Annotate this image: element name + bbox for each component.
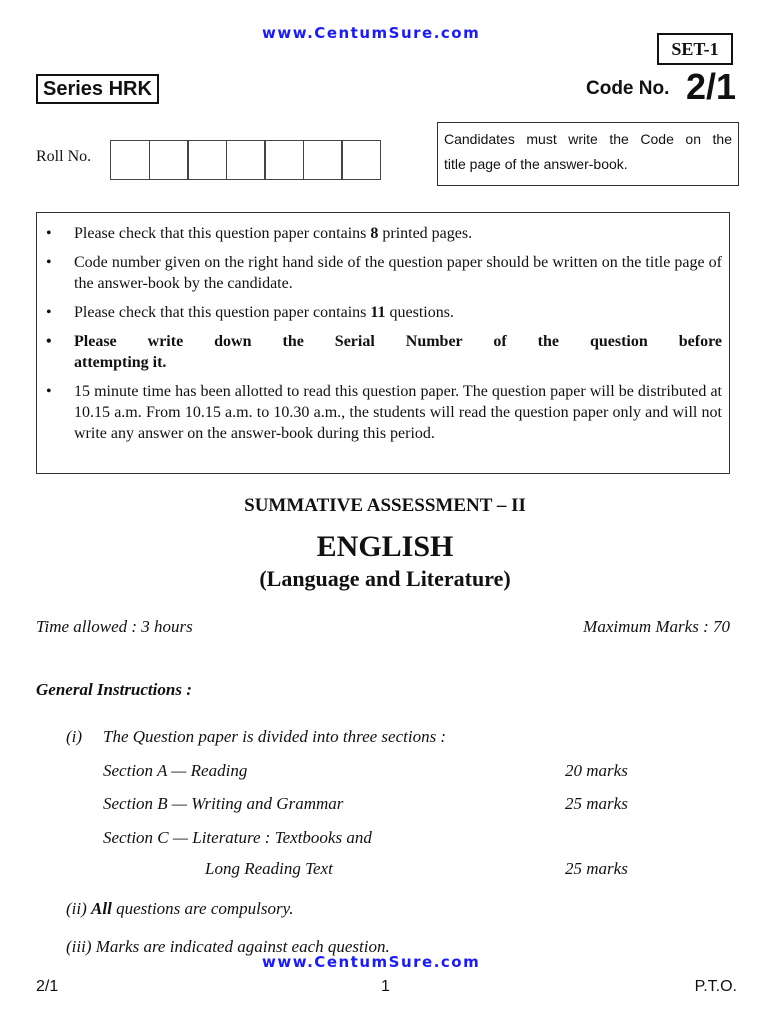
candidates-note-line2: title page of the answer-book. xyxy=(444,156,628,172)
section-c-name: Section C — Literature : Textbooks and xyxy=(103,828,372,847)
notice-item: • Please check that this question paper contains 8 printed pages. xyxy=(46,225,473,242)
series-label: Series HRK xyxy=(36,74,159,104)
section-b-name: Section B — Writing and Grammar xyxy=(103,794,344,813)
roll-box[interactable] xyxy=(303,140,343,180)
bullet-icon: • xyxy=(46,225,52,242)
roll-box[interactable] xyxy=(226,140,266,180)
subject-title: ENGLISH xyxy=(316,530,454,563)
instruction-i-text: The Question paper is divided into three sections : xyxy=(103,727,447,746)
code-value: 2/1 xyxy=(686,66,737,107)
maximum-marks: Maximum Marks : 70 xyxy=(583,617,730,636)
general-instructions-heading: General Instructions : xyxy=(36,680,192,699)
section-a-name: Section A — Reading xyxy=(103,761,248,780)
notice-item: • 15 minute time has been allotted to read this question paper. The question paper will be distributed at 10.15 a.m. From 10.15 a.m. to 10.30 a.m., the students will read the question paper only and will not write any answer on the answer-book during this period. xyxy=(46,383,722,442)
roll-box[interactable] xyxy=(264,140,304,180)
roll-box[interactable] xyxy=(341,140,381,180)
notice-item: • Please write down the Serial Number of the question before attempting it. xyxy=(46,333,722,371)
section-c-marks: 25 marks xyxy=(565,859,628,878)
subject-subtitle: (Language and Literature) xyxy=(259,566,511,591)
section-c-name-cont: Long Reading Text xyxy=(205,859,333,878)
footer-code: 2/1 xyxy=(36,978,59,995)
instruction-i-label: (i) xyxy=(66,727,83,746)
time-allowed: Time allowed : 3 hours xyxy=(36,617,193,636)
watermark-top: www.CentumSure.com xyxy=(262,24,481,42)
section-a-marks: 20 marks xyxy=(565,761,628,780)
candidates-note-line1: Candidates must write the Code on the xyxy=(444,131,732,147)
bullet-icon: • xyxy=(46,333,52,350)
instruction-ii: (ii) All questions are compulsory. xyxy=(66,899,294,918)
roll-number-boxes xyxy=(110,140,380,180)
set-label: SET-1 xyxy=(657,33,733,65)
notice-box xyxy=(36,212,730,474)
notice-item: • Code number given on the right hand side of the question paper should be written on the title page of the answer-book by the candidate. xyxy=(46,254,722,292)
pto-label: P.T.O. xyxy=(694,978,737,995)
notice-item: • Please check that this question paper contains 11 questions. xyxy=(46,304,454,321)
roll-box[interactable] xyxy=(187,140,227,180)
assessment-title: SUMMATIVE ASSESSMENT – II xyxy=(244,495,526,516)
bullet-icon: • xyxy=(46,254,52,271)
roll-box[interactable] xyxy=(110,140,150,180)
instruction-iii: (iii) Marks are indicated against each question. xyxy=(66,937,390,956)
code-label: Code No. xyxy=(586,78,670,99)
section-b-marks: 25 marks xyxy=(565,794,628,813)
roll-label: Roll No. xyxy=(36,148,92,165)
watermark-bottom: www.CentumSure.com xyxy=(262,953,481,971)
candidates-note xyxy=(437,122,739,186)
bullet-icon: • xyxy=(46,383,52,400)
roll-box[interactable] xyxy=(149,140,189,180)
page-number: 1 xyxy=(381,978,390,995)
bullet-icon: • xyxy=(46,304,52,321)
